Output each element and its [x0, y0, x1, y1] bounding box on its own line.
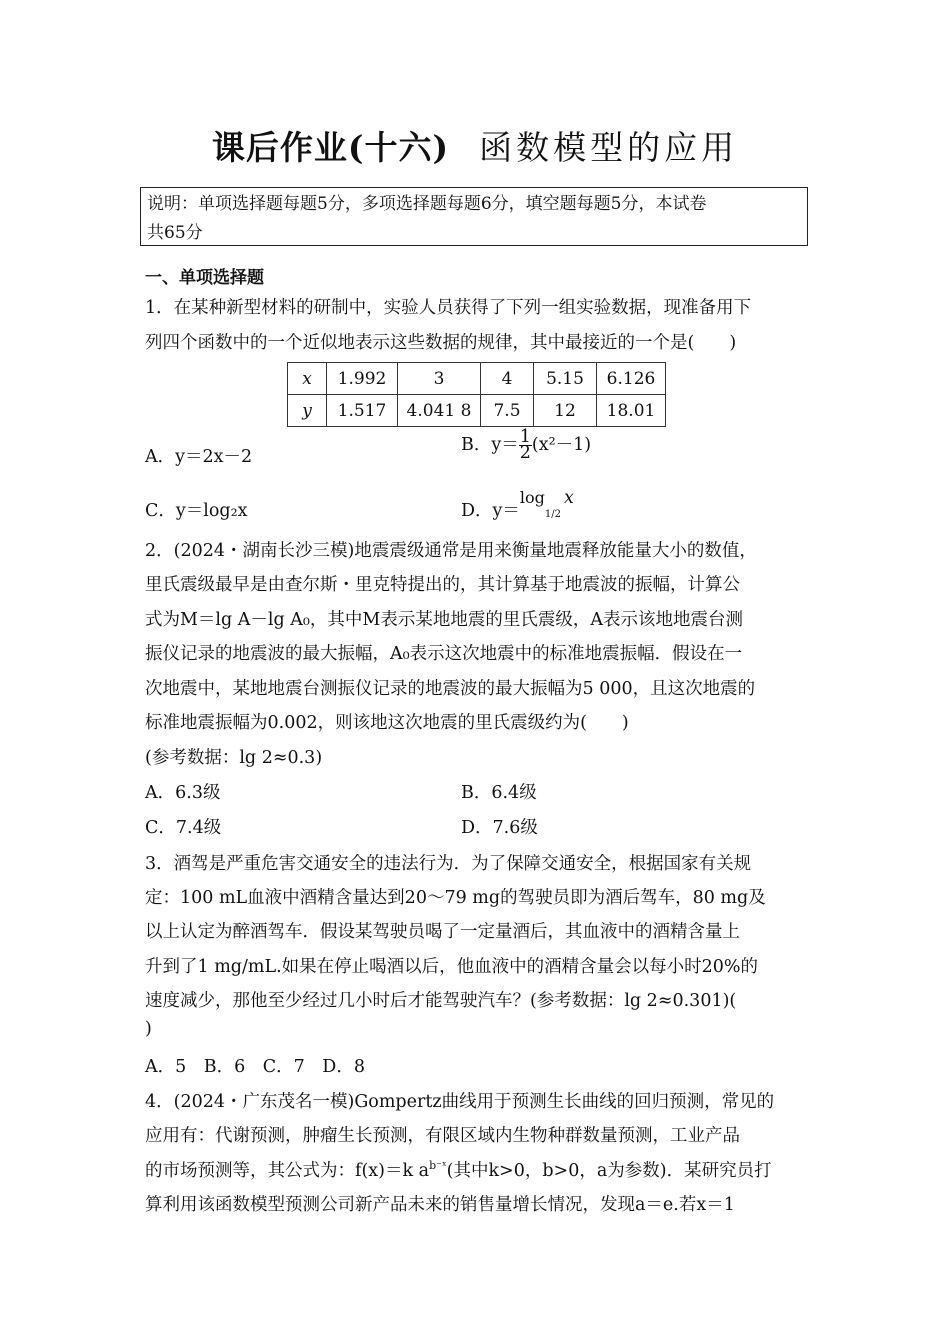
page-title [0, 122, 950, 169]
instructions-line-2: 共65分 [147, 223, 203, 243]
q3-line-6: ) [145, 1019, 152, 1039]
q2-line-3: 式为M＝lg A－lg A₀，其中M表示某地地震的里氏震级，A表示该地地震台测 [145, 610, 743, 630]
q2-line-5: 次地震中，某地地震台测振仪记录的地震波的最大振幅为5 000，且这次地震的 [145, 679, 756, 699]
fraction: $\frac{1}{2}$ [519, 427, 531, 463]
q2-reference: (参考数据：lg 2≈0.3) [145, 748, 323, 768]
table-cell: y [288, 395, 327, 427]
q2-line-1: 2．(2024・湖南长沙三模)地震震级通常是用来衡量地震释放能量大小的数值， [145, 541, 757, 561]
table-cell: 3 [398, 363, 481, 395]
table-cell: 12 [534, 395, 597, 427]
title-subtitle: 函数模型的应用 [479, 128, 739, 167]
q1-data-table [287, 362, 666, 427]
q2-line-2: 里氏震级最早是由查尔斯・里克特提出的，其计算基于地震波的振幅，计算公 [145, 575, 740, 595]
q2-option-d: D．7.6级 [461, 818, 538, 838]
table-row [288, 395, 666, 427]
q1-line-1: 1．在某种新型材料的研制中，实验人员获得了下列一组实验数据，现准备用下 [145, 298, 752, 318]
q2-line-6: 标准地震振幅为0.002，则该地这次地震的里氏震级约为( ) [145, 713, 629, 733]
table-cell: x [288, 363, 327, 395]
q4-line-2: 应用有：代谢预测，肿瘤生长预测，有限区域内生物种群数量预测，工业产品 [145, 1126, 740, 1146]
q3-options: A．5 B．6 C．7 D．8 [145, 1057, 365, 1077]
table-cell: 18.01 [597, 395, 666, 427]
q4-line-4: 算利用该函数模型预测公司新产品未来的销售量增长情况，发现a＝e.若x＝1 [145, 1195, 735, 1215]
title-main: 课后作业(十六) [211, 128, 450, 167]
q4-line-3: 的市场预测等，其公式为：f(x)＝k $a^{b^-ˣ}$(其中k>0，b>0，a为参数)．某研究员打 [145, 1159, 772, 1181]
q3-line-5: 速度减少，那他至少经过几小时后才能驾驶汽车？(参考数据：lg 2≈0.301)( [145, 991, 737, 1011]
table-cell: 4.041 8 [398, 395, 481, 427]
q3-line-2: 定：100 mL血液中酒精含量达到20～79 mg的驾驶员即为酒后驾车，80 mg及 [145, 888, 766, 908]
table-cell: 1.517 [327, 395, 398, 427]
table-cell: 6.126 [597, 363, 666, 395]
q1-line-2: 列四个函数中的一个近似地表示这些数据的规律，其中最接近的一个是( ) [145, 333, 737, 353]
q1-option-c: C．y＝log₂x [145, 501, 248, 521]
q4-line-1: 4．(2024・广东茂名一模)Gompertz曲线用于预测生长曲线的回归预测，常见的 [145, 1092, 775, 1112]
table-cell: 5.15 [534, 363, 597, 395]
q3-line-4: 升到了1 mg/mL.如果在停止喝酒以后，他血液中的酒精含量会以每小时20%的 [145, 957, 759, 977]
table-cell: 7.5 [481, 395, 534, 427]
q1-option-a: A．y＝2x－2 [145, 447, 253, 467]
q1-option-b: B．y＝ $\frac{1}{2}$ (x²－1) [461, 427, 592, 463]
section-heading: 一、单项选择题 [145, 268, 264, 288]
q2-option-c: C．7.4级 [145, 818, 222, 838]
q2-option-a: A．6.3级 [145, 783, 221, 803]
q2-option-b: B．6.4级 [461, 783, 537, 803]
table-cell: 4 [481, 363, 534, 395]
q3-line-1: 3．酒驾是严重危害交通安全的违法行为．为了保障交通安全，根据国家有关规 [145, 854, 752, 874]
q1-option-d: D．$y=\log_{1/2}x$ [461, 488, 574, 521]
table-cell: 1.992 [327, 363, 398, 395]
q3-line-3: 以上认定为醉酒驾车．假设某驾驶员喝了一定量酒后，其血液中的酒精含量上 [145, 922, 740, 942]
q2-line-4: 振仪记录的地震波的最大振幅，A₀表示这次地震中的标准地震振幅．假设在一 [145, 644, 743, 664]
table-row [288, 363, 666, 395]
instructions-line-1: 说明：单项选择题每题5分，多项选择题每题6分，填空题每题5分，本试卷 [147, 194, 707, 214]
instructions-box [140, 187, 808, 246]
